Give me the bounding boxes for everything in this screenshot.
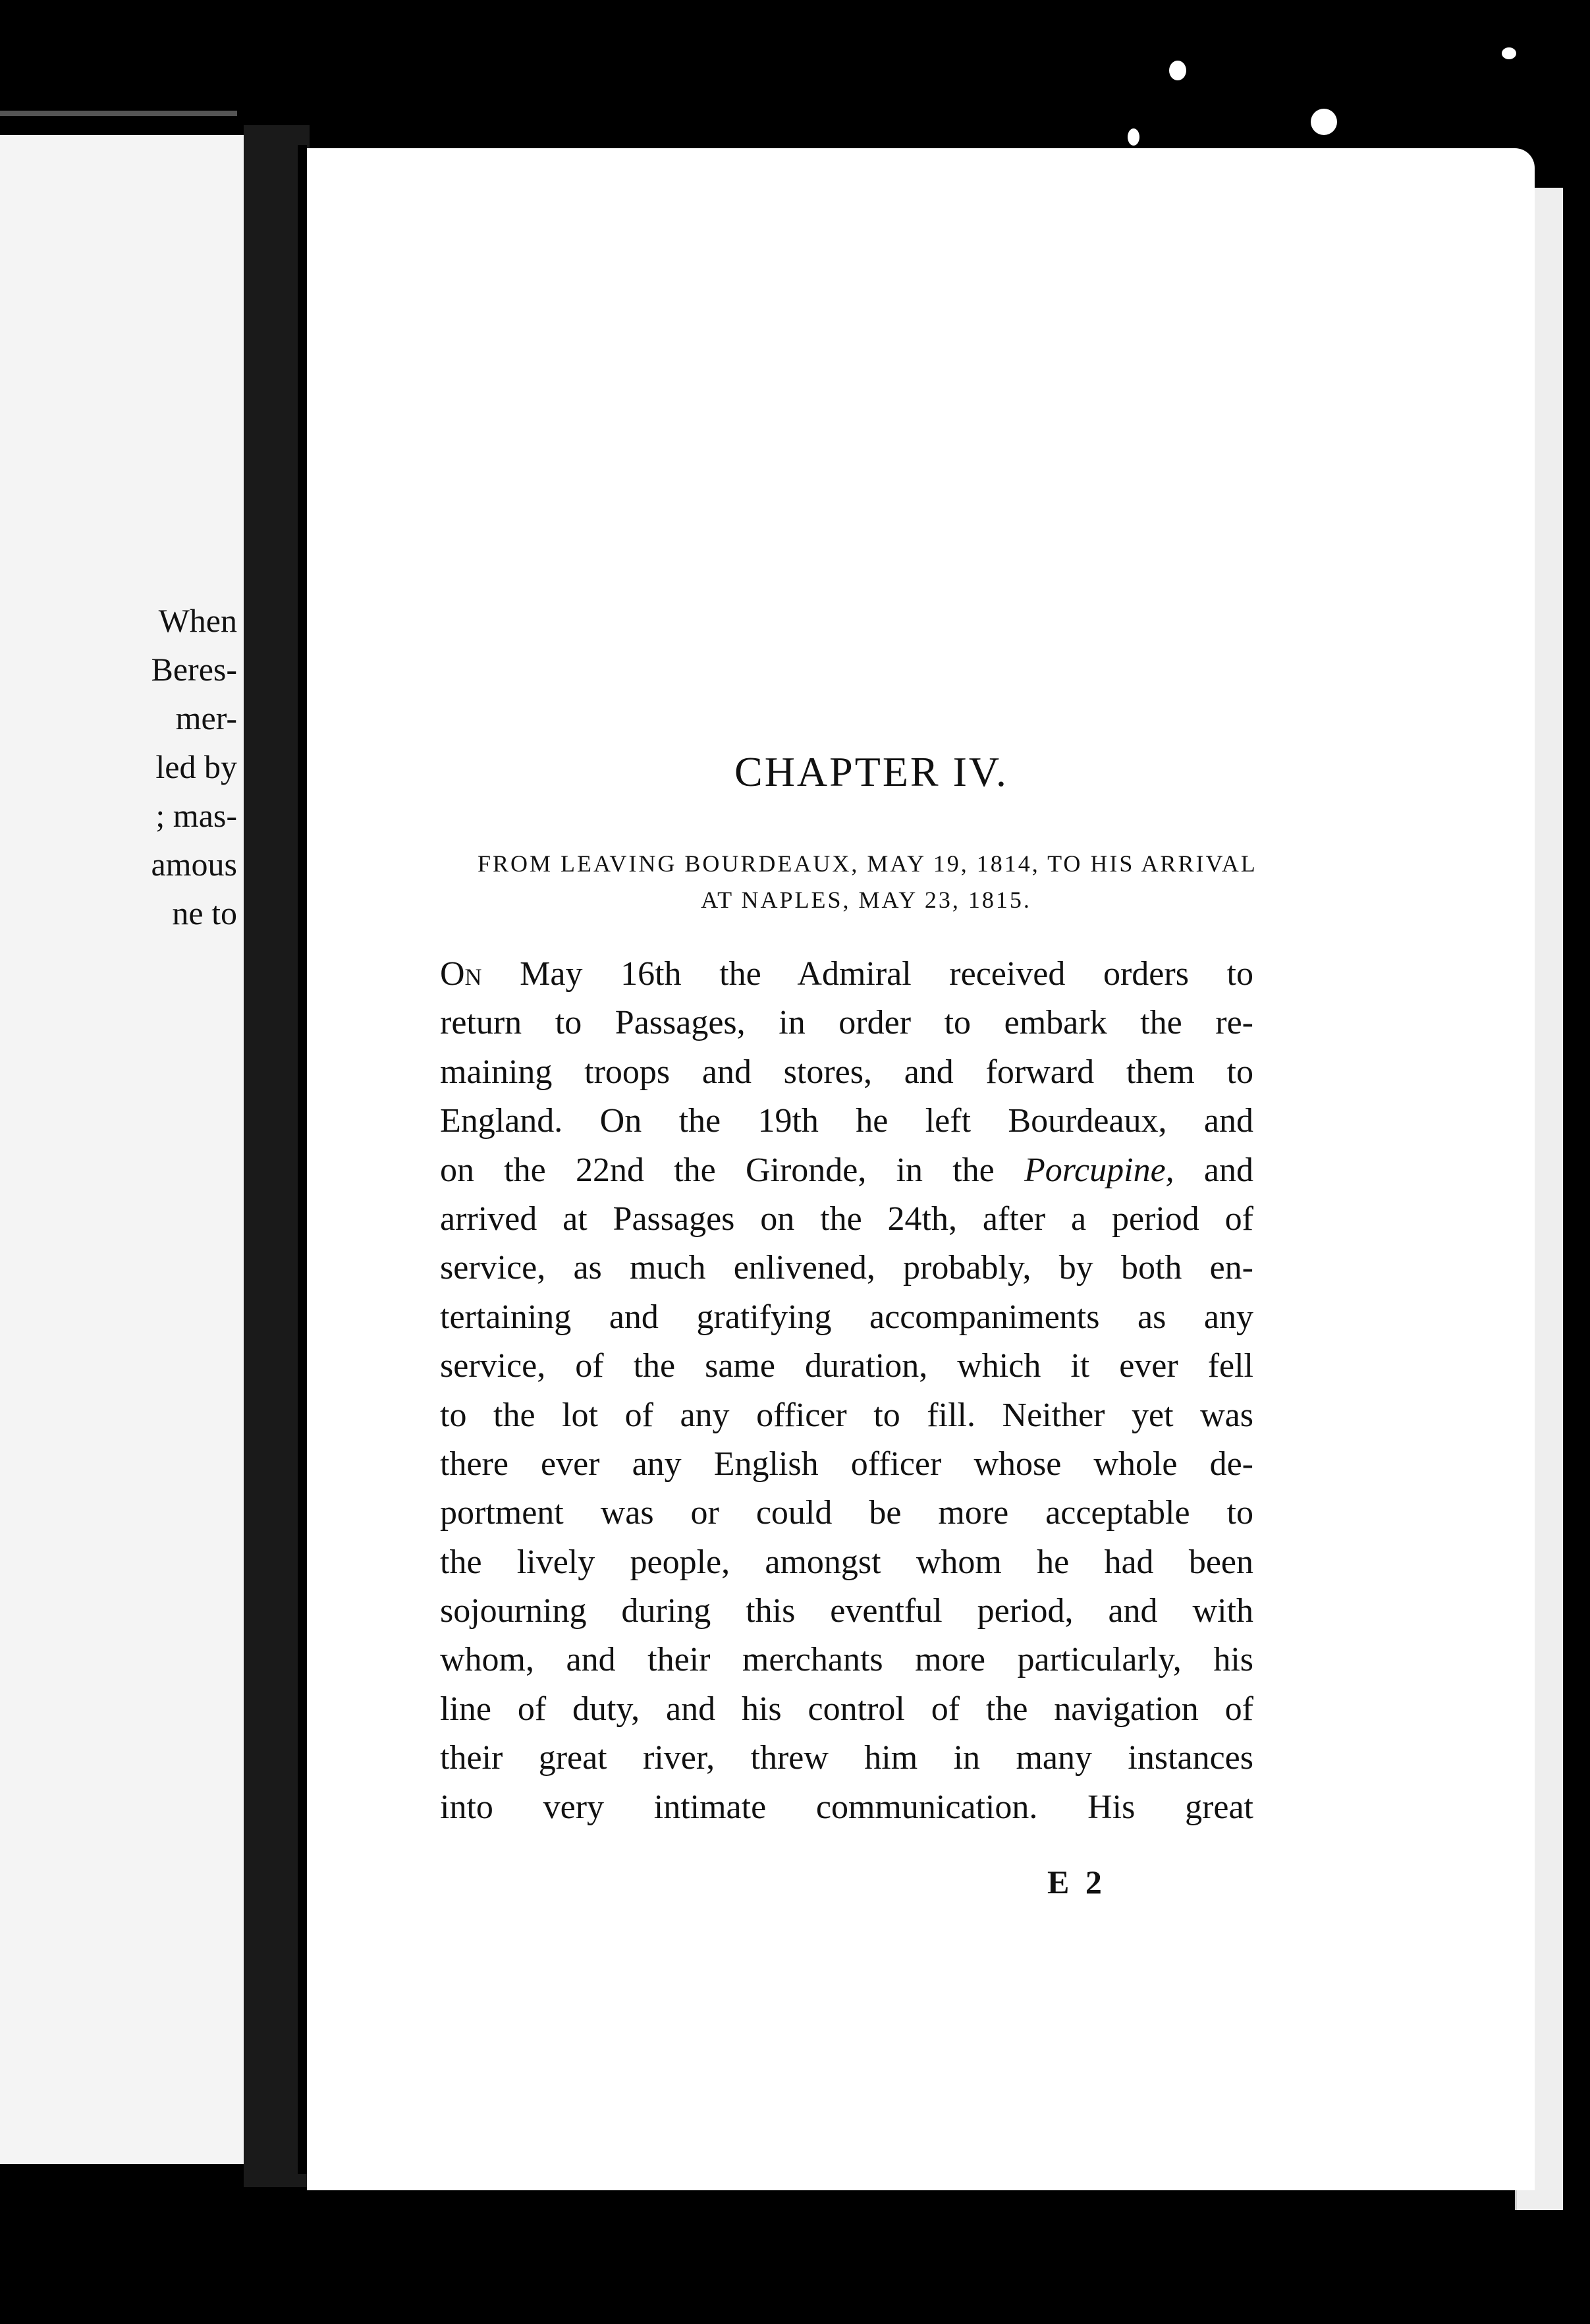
body-line: whom, and their merchants more particularly, his bbox=[440, 1641, 1253, 1679]
body-line: on the 22nd the Gironde, in the Porcupine, and bbox=[440, 1151, 1253, 1189]
left-fragment: ne to bbox=[172, 895, 237, 931]
body-line: service, of the same duration, which it ever fell bbox=[440, 1347, 1253, 1385]
signature-mark: E 2 bbox=[1047, 1864, 1106, 1900]
body-line: tertaining and gratifying accompaniments as any bbox=[440, 1298, 1253, 1336]
body-line: arrived at Passages on the 24th, after a period of bbox=[440, 1200, 1253, 1238]
chapter-subtitle-line-1: FROM LEAVING BOURDEAUX, MAY 19, 1814, TO HIS ARRIVAL bbox=[478, 850, 1257, 877]
chapter-title: CHAPTER IV. bbox=[734, 748, 1008, 795]
body-line: their great river, threw him in many instances bbox=[440, 1739, 1253, 1777]
left-page-top-rule bbox=[0, 111, 237, 116]
body-line: England. On the 19th he left Bourdeaux, and bbox=[440, 1102, 1253, 1140]
left-page-text-fragments bbox=[151, 596, 237, 937]
body-line: return to Passages, in order to embark the re- bbox=[440, 1004, 1253, 1042]
gutter-shadow bbox=[298, 145, 307, 2174]
chapter-subtitle-line-2: AT NAPLES, MAY 23, 1815. bbox=[701, 887, 1031, 913]
left-facing-page bbox=[0, 135, 244, 2164]
body-line: maining troops and stores, and forward them to bbox=[440, 1053, 1253, 1091]
left-fragment: ; mas- bbox=[155, 797, 237, 834]
body-line: portment was or could be more acceptable to bbox=[440, 1494, 1253, 1532]
body-line: line of duty, and his control of the navigation of bbox=[440, 1690, 1253, 1728]
left-fragment: mer- bbox=[175, 700, 237, 736]
left-fragment: amous bbox=[151, 846, 237, 883]
scan-speck bbox=[1128, 128, 1139, 146]
left-fragment: led by bbox=[155, 748, 237, 785]
body-line: the lively people, amongst whom he had been bbox=[440, 1543, 1253, 1581]
left-fragment: When bbox=[158, 602, 237, 639]
body-line: there ever any English officer whose whole de- bbox=[440, 1445, 1253, 1483]
body-line: to the lot of any officer to fill. Neither yet was bbox=[440, 1396, 1253, 1434]
first-word: On bbox=[440, 955, 482, 993]
body-line bbox=[440, 950, 1253, 999]
body-text bbox=[440, 950, 1253, 1832]
scan-speck bbox=[1502, 47, 1516, 59]
body-line: into very intimate communication. His great bbox=[440, 1788, 1253, 1826]
body-line: service, as much enlivened, probably, by both en- bbox=[440, 1249, 1253, 1287]
scan-speck bbox=[1169, 61, 1186, 80]
body-line-rest: May 16th the Admiral received orders to bbox=[481, 955, 1253, 993]
ship-name: Porcupine, bbox=[1024, 1151, 1174, 1189]
scan-speck bbox=[1311, 109, 1337, 135]
left-fragment: Beres- bbox=[151, 651, 237, 688]
body-line: sojourning during this eventful period, and with bbox=[440, 1592, 1253, 1630]
